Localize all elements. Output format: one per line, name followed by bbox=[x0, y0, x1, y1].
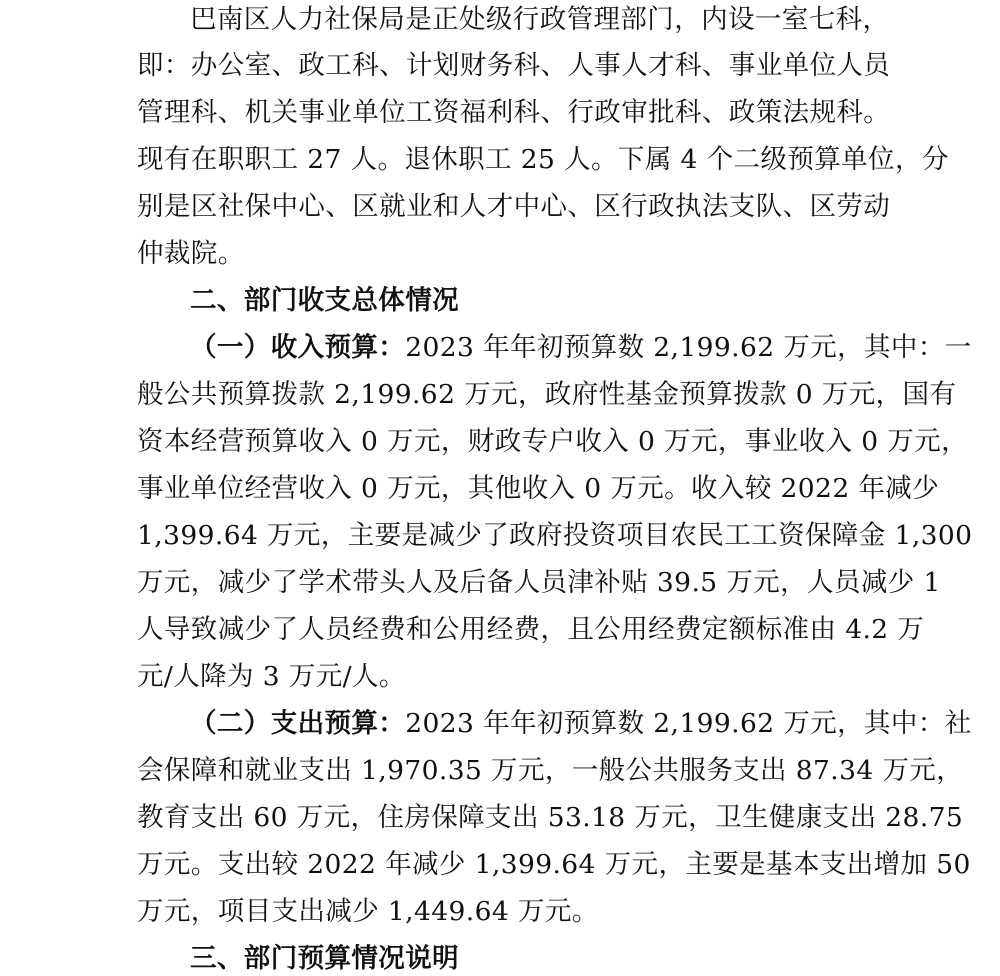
paragraph-line: 现有在职职工 27 人。退休职工 25 人。下属 4 个二级预算单位，分 bbox=[137, 144, 949, 175]
paragraph-line: 万元，项目支出减少 1,449.64 万元。 bbox=[137, 896, 599, 927]
paragraph-line: 巴南区人力社保局是正处级行政管理部门，内设一室七科， bbox=[190, 4, 890, 35]
paragraph-line bbox=[190, 331, 972, 365]
paragraph-line: 1,399.64 万元，主要是减少了政府投资项目农民工工资保障金 1,300 bbox=[137, 520, 973, 551]
paragraph-line: 仲裁院。 bbox=[137, 238, 245, 269]
paragraph-line: 资本经营预算收入 0 万元，财政专户收入 0 万元，事业收入 0 万元， bbox=[137, 426, 969, 457]
section-heading: 二、部门收支总体情况 bbox=[190, 285, 459, 316]
paragraph-text: 2023 年年初预算数 2,199.62 万元，其中：一 bbox=[405, 332, 972, 363]
paragraph-line: 教育支出 60 万元，住房保障支出 53.18 万元，卫生健康支出 28.75 bbox=[137, 802, 964, 833]
paragraph-line: 人导致减少了人员经费和公用经费，且公用经费定额标准由 4.2 万 bbox=[137, 614, 925, 645]
paragraph-line: 会保障和就业支出 1,970.35 万元，一般公共服务支出 87.34 万元， bbox=[137, 755, 964, 786]
paragraph-line: 般公共预算拨款 2,199.62 万元，政府性基金预算拨款 0 万元，国有 bbox=[137, 379, 957, 410]
paragraph-line: 别是区社保中心、区就业和人才中心、区行政执法支队、区劳动 bbox=[137, 191, 891, 222]
subsection-label: （二）支出预算： bbox=[190, 708, 406, 739]
paragraph-line bbox=[190, 707, 972, 741]
paragraph-text: 2023 年年初预算数 2,199.62 万元，其中：社 bbox=[405, 708, 972, 739]
paragraph-line: 管理科、机关事业单位工资福利科、行政审批科、政策法规科。 bbox=[137, 97, 891, 128]
section-heading: 三、部门预算情况说明 bbox=[190, 943, 459, 974]
subsection-label: （一）收入预算： bbox=[190, 332, 406, 363]
paragraph-line: 事业单位经营收入 0 万元，其他收入 0 万元。收入较 2022 年减少 bbox=[137, 473, 940, 504]
paragraph-line: 万元，减少了学术带头人及后备人员津补贴 39.5 万元，人员减少 1 bbox=[137, 567, 941, 598]
paragraph-line: 万元。支出较 2022 年减少 1,399.64 万元，主要是基本支出增加 50 bbox=[137, 849, 971, 880]
paragraph-line: 即：办公室、政工科、计划财务科、人事人才科、事业单位人员 bbox=[137, 50, 891, 81]
paragraph-line: 元/人降为 3 万元/人。 bbox=[137, 661, 406, 692]
